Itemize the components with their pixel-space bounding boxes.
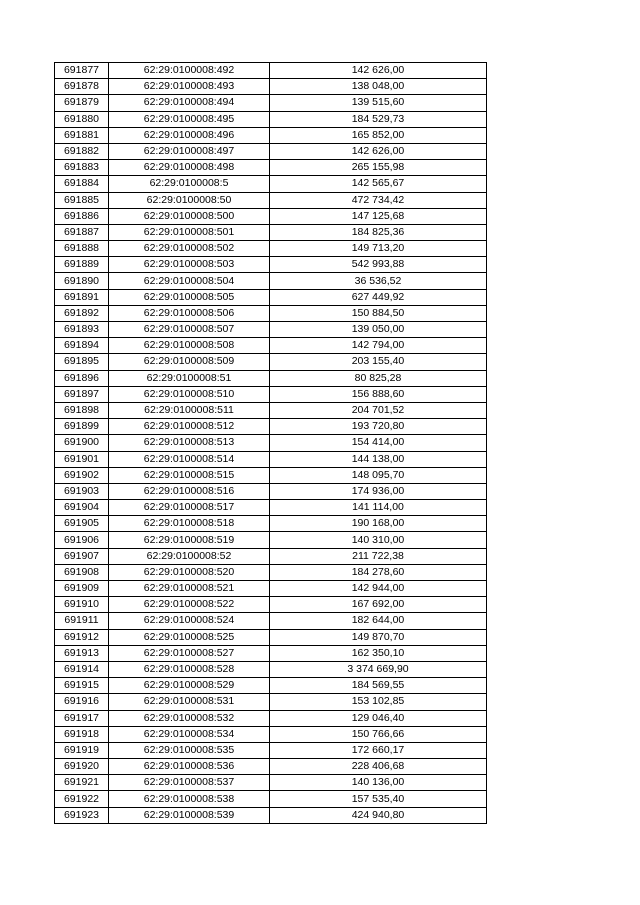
table-body [55, 63, 487, 824]
cadastral-number-cell: 62:29:0100008:5 [109, 176, 270, 192]
row-number-cell: 691912 [55, 629, 109, 645]
cadastral-value-cell: 150 884,50 [270, 305, 487, 321]
row-number-cell: 691884 [55, 176, 109, 192]
cadastral-number-cell: 62:29:0100008:535 [109, 742, 270, 758]
cadastral-number-cell: 62:29:0100008:525 [109, 629, 270, 645]
cadastral-value-cell: 80 825,28 [270, 370, 487, 386]
row-number-cell: 691909 [55, 581, 109, 597]
cadastral-value-cell: 165 852,00 [270, 127, 487, 143]
row-number-cell: 691882 [55, 143, 109, 159]
cadastral-value-cell: 157 535,40 [270, 791, 487, 807]
table-row [55, 581, 487, 597]
table-row [55, 192, 487, 208]
cadastral-value-cell: 193 720,80 [270, 419, 487, 435]
cadastral-number-cell: 62:29:0100008:511 [109, 402, 270, 418]
row-number-cell: 691920 [55, 759, 109, 775]
row-number-cell: 691918 [55, 726, 109, 742]
cadastral-number-cell: 62:29:0100008:524 [109, 613, 270, 629]
cadastral-value-table [54, 62, 487, 824]
cadastral-number-cell: 62:29:0100008:515 [109, 467, 270, 483]
table-row [55, 710, 487, 726]
cadastral-value-cell: 182 644,00 [270, 613, 487, 629]
cadastral-value-cell: 141 114,00 [270, 500, 487, 516]
cadastral-number-cell: 62:29:0100008:50 [109, 192, 270, 208]
cadastral-value-cell: 156 888,60 [270, 386, 487, 402]
row-number-cell: 691892 [55, 305, 109, 321]
table-row [55, 661, 487, 677]
cadastral-value-cell: 140 136,00 [270, 775, 487, 791]
row-number-cell: 691894 [55, 338, 109, 354]
cadastral-value-cell: 190 168,00 [270, 516, 487, 532]
cadastral-value-cell: 228 406,68 [270, 759, 487, 775]
row-number-cell: 691904 [55, 500, 109, 516]
table-row [55, 79, 487, 95]
table-row [55, 629, 487, 645]
cadastral-number-cell: 62:29:0100008:509 [109, 354, 270, 370]
table-row [55, 435, 487, 451]
cadastral-value-cell: 162 350,10 [270, 645, 487, 661]
row-number-cell: 691922 [55, 791, 109, 807]
row-number-cell: 691899 [55, 419, 109, 435]
cadastral-number-cell: 62:29:0100008:52 [109, 548, 270, 564]
cadastral-number-cell: 62:29:0100008:506 [109, 305, 270, 321]
cadastral-number-cell: 62:29:0100008:521 [109, 581, 270, 597]
cadastral-value-cell: 129 046,40 [270, 710, 487, 726]
row-number-cell: 691877 [55, 63, 109, 79]
cadastral-number-cell: 62:29:0100008:501 [109, 224, 270, 240]
cadastral-number-cell: 62:29:0100008:522 [109, 597, 270, 613]
row-number-cell: 691886 [55, 208, 109, 224]
cadastral-number-cell: 62:29:0100008:534 [109, 726, 270, 742]
cadastral-value-cell: 174 936,00 [270, 483, 487, 499]
table-row [55, 273, 487, 289]
cadastral-number-cell: 62:29:0100008:517 [109, 500, 270, 516]
cadastral-value-cell: 211 722,38 [270, 548, 487, 564]
row-number-cell: 691914 [55, 661, 109, 677]
cadastral-value-cell: 3 374 669,90 [270, 661, 487, 677]
table-row [55, 224, 487, 240]
table-row [55, 791, 487, 807]
row-number-cell: 691879 [55, 95, 109, 111]
cadastral-number-cell: 62:29:0100008:498 [109, 160, 270, 176]
table-row [55, 483, 487, 499]
table-row [55, 111, 487, 127]
row-number-cell: 691919 [55, 742, 109, 758]
cadastral-number-cell: 62:29:0100008:520 [109, 564, 270, 580]
table-row [55, 95, 487, 111]
cadastral-number-cell: 62:29:0100008:528 [109, 661, 270, 677]
cadastral-value-cell: 184 529,73 [270, 111, 487, 127]
cadastral-number-cell: 62:29:0100008:529 [109, 678, 270, 694]
table-row [55, 726, 487, 742]
table-row [55, 645, 487, 661]
cadastral-number-cell: 62:29:0100008:510 [109, 386, 270, 402]
table-row [55, 160, 487, 176]
table-row [55, 532, 487, 548]
row-number-cell: 691906 [55, 532, 109, 548]
cadastral-value-cell: 142 626,00 [270, 63, 487, 79]
table-row [55, 370, 487, 386]
table-row [55, 419, 487, 435]
cadastral-number-cell: 62:29:0100008:518 [109, 516, 270, 532]
cadastral-number-cell: 62:29:0100008:503 [109, 257, 270, 273]
table-row [55, 386, 487, 402]
row-number-cell: 691908 [55, 564, 109, 580]
row-number-cell: 691891 [55, 289, 109, 305]
row-number-cell: 691888 [55, 241, 109, 257]
cadastral-value-cell: 203 155,40 [270, 354, 487, 370]
cadastral-value-cell: 154 414,00 [270, 435, 487, 451]
cadastral-value-cell: 149 713,20 [270, 241, 487, 257]
cadastral-number-cell: 62:29:0100008:493 [109, 79, 270, 95]
cadastral-value-cell: 184 278,60 [270, 564, 487, 580]
cadastral-number-cell: 62:29:0100008:513 [109, 435, 270, 451]
cadastral-number-cell: 62:29:0100008:496 [109, 127, 270, 143]
cadastral-number-cell: 62:29:0100008:537 [109, 775, 270, 791]
cadastral-value-cell: 148 095,70 [270, 467, 487, 483]
table-row [55, 759, 487, 775]
cadastral-value-cell: 424 940,80 [270, 807, 487, 823]
table-row [55, 694, 487, 710]
row-number-cell: 691896 [55, 370, 109, 386]
table-row [55, 467, 487, 483]
row-number-cell: 691921 [55, 775, 109, 791]
cadastral-number-cell: 62:29:0100008:519 [109, 532, 270, 548]
table-row [55, 63, 487, 79]
cadastral-value-cell: 172 660,17 [270, 742, 487, 758]
cadastral-value-cell: 149 870,70 [270, 629, 487, 645]
table-row [55, 208, 487, 224]
cadastral-number-cell: 62:29:0100008:505 [109, 289, 270, 305]
row-number-cell: 691923 [55, 807, 109, 823]
row-number-cell: 691893 [55, 322, 109, 338]
table-row [55, 127, 487, 143]
cadastral-number-cell: 62:29:0100008:497 [109, 143, 270, 159]
cadastral-value-cell: 140 310,00 [270, 532, 487, 548]
table-row [55, 176, 487, 192]
table-row [55, 775, 487, 791]
table-row [55, 500, 487, 516]
cadastral-value-cell: 139 050,00 [270, 322, 487, 338]
cadastral-value-cell: 627 449,92 [270, 289, 487, 305]
row-number-cell: 691881 [55, 127, 109, 143]
row-number-cell: 691917 [55, 710, 109, 726]
cadastral-value-cell: 144 138,00 [270, 451, 487, 467]
row-number-cell: 691890 [55, 273, 109, 289]
table-row [55, 322, 487, 338]
row-number-cell: 691887 [55, 224, 109, 240]
row-number-cell: 691905 [55, 516, 109, 532]
cadastral-number-cell: 62:29:0100008:51 [109, 370, 270, 386]
table-row [55, 305, 487, 321]
cadastral-number-cell: 62:29:0100008:531 [109, 694, 270, 710]
row-number-cell: 691885 [55, 192, 109, 208]
table-row [55, 257, 487, 273]
table-row [55, 742, 487, 758]
table-row [55, 289, 487, 305]
row-number-cell: 691900 [55, 435, 109, 451]
cadastral-value-cell: 147 125,68 [270, 208, 487, 224]
row-number-cell: 691883 [55, 160, 109, 176]
row-number-cell: 691915 [55, 678, 109, 694]
cadastral-number-cell: 62:29:0100008:494 [109, 95, 270, 111]
cadastral-value-cell: 184 825,36 [270, 224, 487, 240]
cadastral-number-cell: 62:29:0100008:539 [109, 807, 270, 823]
row-number-cell: 691911 [55, 613, 109, 629]
cadastral-value-cell: 36 536,52 [270, 273, 487, 289]
table-row [55, 678, 487, 694]
cadastral-number-cell: 62:29:0100008:495 [109, 111, 270, 127]
table-row [55, 597, 487, 613]
cadastral-value-cell: 142 626,00 [270, 143, 487, 159]
row-number-cell: 691898 [55, 402, 109, 418]
cadastral-number-cell: 62:29:0100008:492 [109, 63, 270, 79]
cadastral-number-cell: 62:29:0100008:504 [109, 273, 270, 289]
table-row [55, 807, 487, 823]
cadastral-number-cell: 62:29:0100008:527 [109, 645, 270, 661]
cadastral-value-cell: 138 048,00 [270, 79, 487, 95]
row-number-cell: 691910 [55, 597, 109, 613]
row-number-cell: 691907 [55, 548, 109, 564]
cadastral-value-cell: 142 565,67 [270, 176, 487, 192]
cadastral-number-cell: 62:29:0100008:514 [109, 451, 270, 467]
cadastral-number-cell: 62:29:0100008:532 [109, 710, 270, 726]
cadastral-value-cell: 150 766,66 [270, 726, 487, 742]
row-number-cell: 691901 [55, 451, 109, 467]
cadastral-value-cell: 142 944,00 [270, 581, 487, 597]
table-row [55, 402, 487, 418]
cadastral-number-cell: 62:29:0100008:512 [109, 419, 270, 435]
row-number-cell: 691897 [55, 386, 109, 402]
row-number-cell: 691916 [55, 694, 109, 710]
table-row [55, 338, 487, 354]
cadastral-number-cell: 62:29:0100008:508 [109, 338, 270, 354]
table-row [55, 354, 487, 370]
table-row [55, 613, 487, 629]
cadastral-value-cell: 139 515,60 [270, 95, 487, 111]
row-number-cell: 691895 [55, 354, 109, 370]
cadastral-value-cell: 204 701,52 [270, 402, 487, 418]
cadastral-value-cell: 542 993,88 [270, 257, 487, 273]
cadastral-number-cell: 62:29:0100008:516 [109, 483, 270, 499]
table-row [55, 451, 487, 467]
row-number-cell: 691880 [55, 111, 109, 127]
cadastral-value-cell: 167 692,00 [270, 597, 487, 613]
cadastral-number-cell: 62:29:0100008:502 [109, 241, 270, 257]
table-row [55, 241, 487, 257]
row-number-cell: 691878 [55, 79, 109, 95]
cadastral-value-cell: 142 794,00 [270, 338, 487, 354]
cadastral-number-cell: 62:29:0100008:500 [109, 208, 270, 224]
table-row [55, 564, 487, 580]
row-number-cell: 691913 [55, 645, 109, 661]
cadastral-value-cell: 184 569,55 [270, 678, 487, 694]
cadastral-value-cell: 472 734,42 [270, 192, 487, 208]
row-number-cell: 691903 [55, 483, 109, 499]
table-row [55, 516, 487, 532]
cadastral-value-cell: 153 102,85 [270, 694, 487, 710]
cadastral-number-cell: 62:29:0100008:538 [109, 791, 270, 807]
row-number-cell: 691889 [55, 257, 109, 273]
table-row [55, 143, 487, 159]
row-number-cell: 691902 [55, 467, 109, 483]
cadastral-number-cell: 62:29:0100008:536 [109, 759, 270, 775]
cadastral-number-cell: 62:29:0100008:507 [109, 322, 270, 338]
cadastral-value-cell: 265 155,98 [270, 160, 487, 176]
table-row [55, 548, 487, 564]
